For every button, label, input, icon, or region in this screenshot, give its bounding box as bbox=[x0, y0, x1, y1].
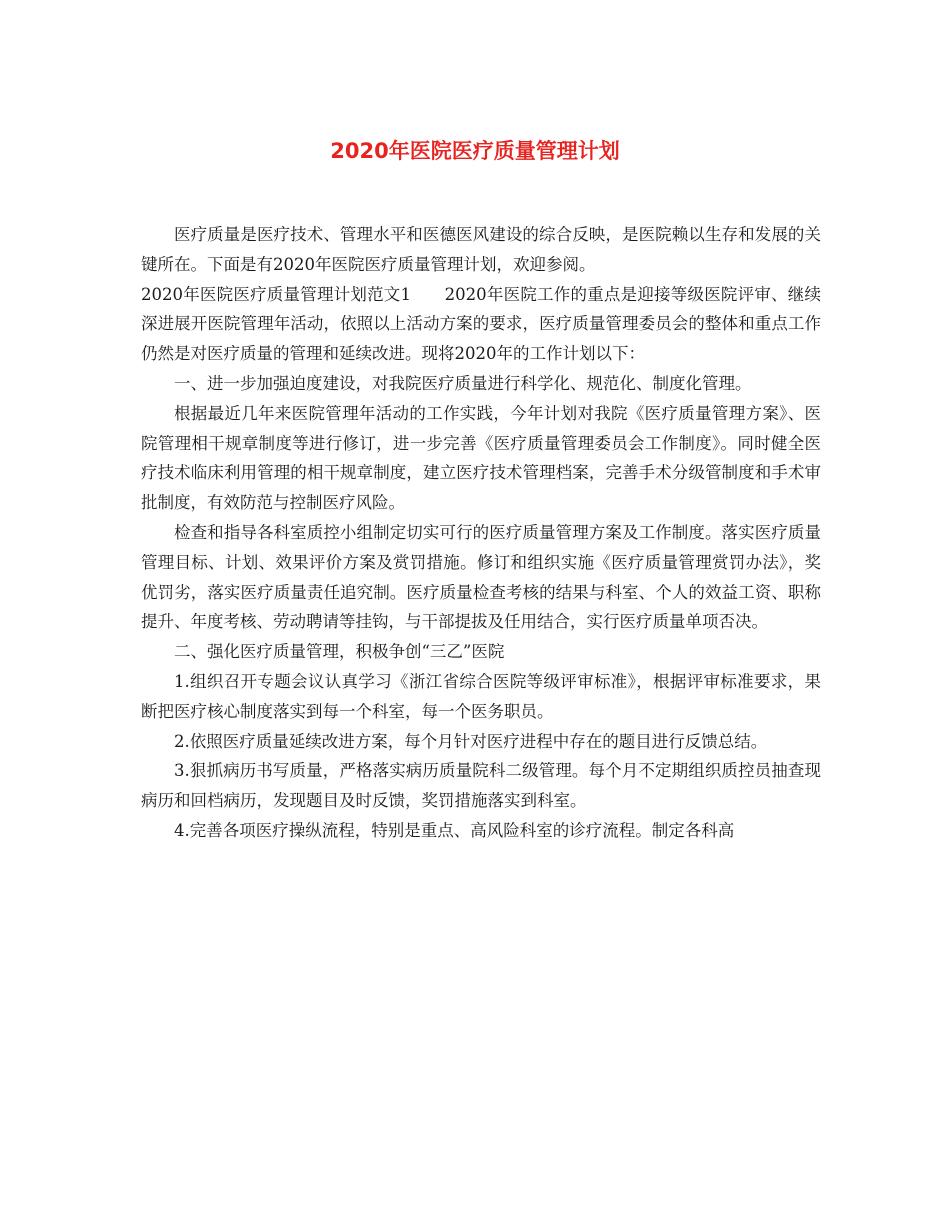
paragraph-item-4: 4.完善各项医疗操纵流程，特别是重点、高风险科室的诊疗流程。制定各科高 bbox=[174, 820, 735, 840]
paragraph-item-2: 2.依照医疗质量延续改进方案，每个月针对医疗进程中存在的题目进行反馈总结。 bbox=[174, 731, 768, 751]
paragraph-item-1: 1.组织召开专题会议认真学习《浙江省综合医院等级评审标准》，根据评审标准要求，果断把医疗核心制度落实到每一个科室，每一个医务职员。 bbox=[141, 671, 821, 721]
paragraph-section-1-heading: 一、进一步加强迫度建设，对我院医疗质量进行科学化、规范化、制度化管理。 bbox=[174, 373, 752, 393]
paragraph-item-3: 3.狠抓病历书写质量，严格落实病历质量院科二级管理。每个月不定期组织质控员抽查现病历和回档病历，发现题目及时反馈，奖罚措施落实到科室。 bbox=[141, 761, 821, 811]
paragraph-intro: 医疗质量是医疗技术、管理水平和医德医风建设的综合反映，是医院赖以生存和发展的关键所在。下面是有2020年医院医疗质量管理计划，欢迎参阅。 bbox=[141, 225, 821, 274]
paragraph-sample-heading: 2020年医院医疗质量管理计划范文1 2020年医院工作的重点是迎接等级医院评审、继续深进展开医院管理年活动，依照以上活动方案的要求，医疗质量管理委员会的整体和重点工作仍然是对医疗质量的管理和延续改进。现将2020年的工作计划以下： bbox=[141, 284, 821, 364]
document-body bbox=[141, 220, 821, 846]
paragraph-section-1-inspection: 检查和指导各科室质控小组制定切实可行的医疗质量管理方案及工作制度。落实医疗质量管理目标、计划、效果评价方案及赏罚措施。修订和组织实施《医疗质量管理赏罚办法》，奖优罚劣，落实医疗质量责任追究制。医疗质量检查考核的结果与科室、个人的效益工资、职称提升、年度考核、劳动聘请等挂钩，与干部提拔及任用结合，实行医疗质量单项否决。 bbox=[141, 522, 821, 632]
paragraph-section-2-heading: 二、强化医疗质量管理，积极争创“三乙”医院 bbox=[174, 642, 505, 662]
document-title: 2020年医院医疗质量管理计划 bbox=[330, 139, 620, 163]
paragraph-section-1-revision: 根据最近几年来医院管理年活动的工作实践，今年计划对我院《医疗质量管理方案》、医院管理相干规章制度等进行修订，进一步完善《医疗质量管理委员会工作制度》。同时健全医疗技术临床利用管理的相干规章制度，建立医疗技术管理档案，完善手术分级管制度和手术审批制度，有效防范与控制医疗风险。 bbox=[141, 403, 821, 513]
